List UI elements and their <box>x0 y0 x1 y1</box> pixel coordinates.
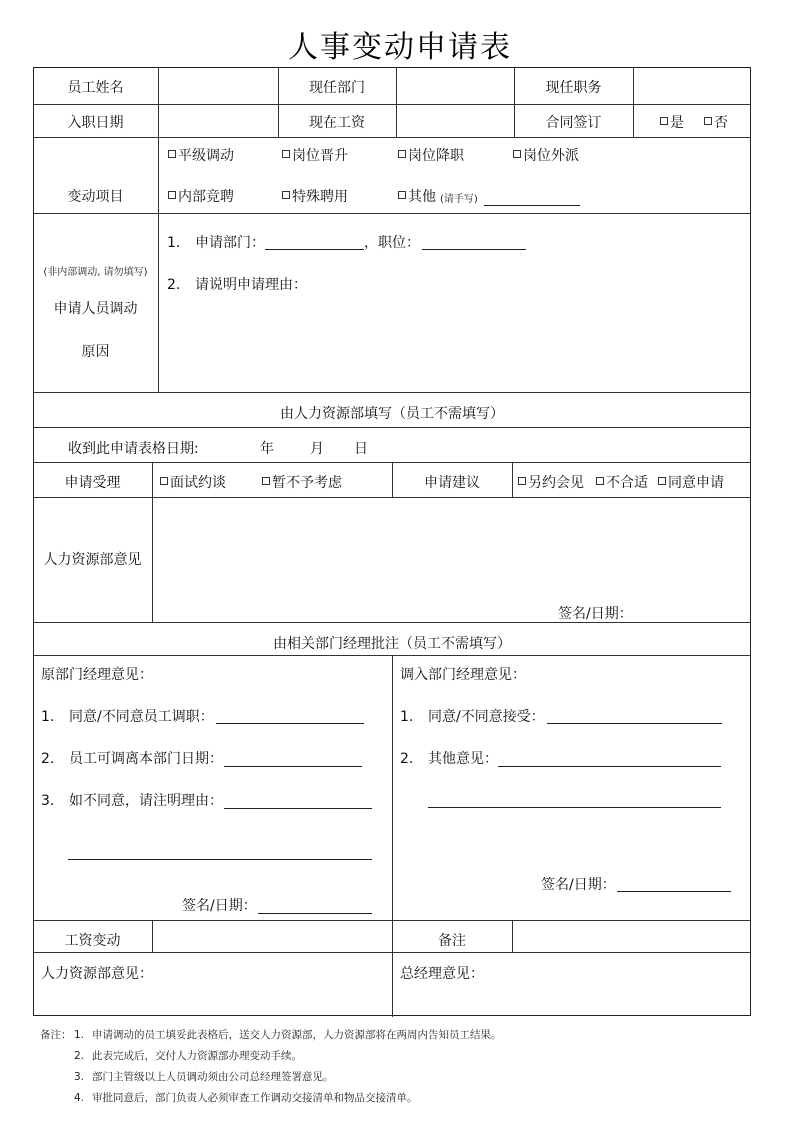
target-approve: 同意/不同意接受： <box>428 709 545 725</box>
hr-sign-date: 签名/日期： <box>558 606 633 622</box>
checkbox-icon <box>282 191 290 199</box>
col-divider <box>512 462 513 497</box>
remark-label: 备注 <box>438 933 466 949</box>
item-number: 3. <box>41 793 55 809</box>
other-blank-line[interactable] <box>484 205 580 206</box>
checkbox-icon <box>160 477 168 485</box>
option-secondment[interactable] <box>513 147 579 165</box>
option-not-considered[interactable] <box>262 474 342 492</box>
note-text: 部门主管级以上人员调动须由公司总经理签署意见。 <box>92 1071 334 1083</box>
join-date-label: 入职日期 <box>67 115 124 131</box>
target-other-opinion: 其他意见： <box>428 751 498 767</box>
current-position-label: 现任职务 <box>545 80 602 96</box>
option-internal-competition[interactable] <box>168 188 234 206</box>
advice-label: 申请建议 <box>424 475 480 491</box>
note-number: 3. <box>74 1071 85 1083</box>
current-salary-field[interactable] <box>398 106 513 136</box>
manager-section-header: 由相关部门经理批注（员工不需填写） <box>273 636 511 652</box>
join-date-field[interactable] <box>160 106 277 136</box>
hr-section-header: 由人力资源部填写（员工不需填写） <box>280 406 504 422</box>
item-number: 1. <box>400 709 414 725</box>
note-text: 申请调动的员工填妥此表格后，送交人力资源部，人力资源部将在两周内告知员工结果。 <box>92 1029 502 1041</box>
orig-reason-blank[interactable] <box>224 808 372 809</box>
item-number: 2. <box>400 751 414 767</box>
checkbox-icon <box>282 150 290 158</box>
col-divider <box>392 655 393 1017</box>
option-label: 平级调动 <box>178 148 234 164</box>
day-label: 日 <box>354 441 368 457</box>
employee-name-field[interactable] <box>160 70 277 102</box>
option-lateral-transfer[interactable] <box>168 147 234 165</box>
col-divider <box>152 462 153 622</box>
current-dept-field[interactable] <box>398 70 513 102</box>
option-label: 不合适 <box>606 475 648 491</box>
row-divider <box>33 213 751 214</box>
row-divider <box>33 104 751 105</box>
option-label: 暂不予考虑 <box>272 475 342 491</box>
notes-prefix: 备注： <box>40 1029 72 1041</box>
orig-disagree-reason: 如不同意，请注明理由： <box>69 793 223 809</box>
option-label: 同意申请 <box>668 475 724 491</box>
checkbox-icon <box>168 150 176 158</box>
option-other[interactable] <box>398 188 436 206</box>
hr-opinion-field[interactable] <box>154 499 750 597</box>
checkbox-icon <box>398 191 406 199</box>
apply-position-label: ，职位： <box>364 235 420 251</box>
option-special-hire[interactable] <box>282 188 348 206</box>
orig-leave-date: 员工可调离本部门日期： <box>69 751 223 767</box>
orig-manager-label: 原部门经理意见： <box>41 667 153 683</box>
contract-yes-checkbox[interactable] <box>660 114 684 132</box>
checkbox-icon <box>596 477 604 485</box>
option-label: 岗位降职 <box>408 148 464 164</box>
change-item-label: 变动项目 <box>67 189 124 205</box>
salary-change-field[interactable] <box>154 922 390 950</box>
note-number: 1. <box>74 1029 85 1041</box>
row-divider <box>33 137 751 138</box>
row-divider <box>33 497 751 498</box>
row-divider <box>33 622 751 623</box>
checkbox-icon <box>168 191 176 199</box>
hr-opinion-label: 人力资源部意见 <box>43 552 142 568</box>
remark-field[interactable] <box>514 922 750 950</box>
target-other-blank[interactable] <box>498 766 721 767</box>
apply-dept-blank[interactable] <box>265 249 364 250</box>
orig-sign-blank[interactable] <box>258 913 372 914</box>
target-manager-label: 调入部门经理意见： <box>400 667 526 683</box>
col-divider <box>512 920 513 952</box>
note-text: 此表完成后，交付人力资源部办理变动手续。 <box>92 1050 302 1062</box>
option-promotion[interactable] <box>282 147 348 165</box>
note-text: 审批同意后，部门负责人必须审查工作调动交接清单和物品交接清单。 <box>92 1092 418 1104</box>
salary-change-label: 工资变动 <box>64 933 121 949</box>
checkbox-icon <box>398 150 406 158</box>
contract-no-checkbox[interactable] <box>704 114 728 132</box>
apply-position-blank[interactable] <box>422 249 526 250</box>
handwrite-note: (请手写) <box>440 194 478 205</box>
non-internal-note: (非内部调动, 请勿填写) <box>43 267 148 278</box>
year-label: 年 <box>260 441 274 457</box>
option-label: 岗位晋升 <box>292 148 348 164</box>
option-label: 是 <box>670 115 684 131</box>
orig-reason-blank-line2[interactable] <box>68 859 372 860</box>
option-approve[interactable] <box>658 474 724 492</box>
month-label: 月 <box>310 441 324 457</box>
reason-label-cont: 原因 <box>81 344 110 360</box>
received-date-label: 收到此申请表格日期: <box>68 441 199 457</box>
accept-label: 申请受理 <box>64 475 121 491</box>
current-salary-label: 现在工资 <box>309 115 365 131</box>
option-label: 内部竞聘 <box>178 189 234 205</box>
target-approve-blank[interactable] <box>547 723 722 724</box>
option-label: 其他 <box>408 189 436 205</box>
note-number: 4. <box>74 1092 85 1104</box>
col-divider <box>158 67 159 392</box>
option-label: 特殊聘用 <box>292 189 348 205</box>
item-number: 1. <box>167 235 181 251</box>
employee-name-label: 员工姓名 <box>67 80 124 96</box>
option-demotion[interactable] <box>398 147 464 165</box>
target-sign-date: 签名/日期： <box>541 877 616 893</box>
option-label: 面试约谈 <box>170 475 226 491</box>
contract-label: 合同签订 <box>545 115 602 131</box>
orig-leave-date-blank[interactable] <box>224 766 362 767</box>
hr-final-opinion-label: 人力资源部意见： <box>41 966 153 982</box>
target-sign-blank[interactable] <box>617 891 731 892</box>
gm-opinion-label: 总经理意见： <box>400 966 484 982</box>
col-divider <box>152 920 153 952</box>
checkbox-icon <box>262 477 270 485</box>
checkbox-icon <box>518 477 526 485</box>
checkbox-icon <box>513 150 521 158</box>
option-label: 否 <box>714 115 728 131</box>
item-number: 1. <box>41 709 55 725</box>
checkbox-icon <box>660 117 668 125</box>
option-label: 岗位外派 <box>523 148 579 164</box>
reason-prompt: 请说明申请理由： <box>195 277 307 293</box>
checkbox-icon <box>704 117 712 125</box>
col-divider <box>396 67 397 137</box>
item-number: 2. <box>167 277 181 293</box>
current-dept-label: 现任部门 <box>309 80 365 96</box>
option-label: 另约会见 <box>528 475 584 491</box>
checkbox-icon <box>658 477 666 485</box>
row-divider <box>33 427 751 428</box>
note-number: 2. <box>74 1050 85 1062</box>
item-number: 2. <box>41 751 55 767</box>
current-position-field[interactable] <box>635 70 749 102</box>
page-title: 人事变动申请表 <box>288 30 512 65</box>
reason-label: 申请人员调动 <box>53 301 138 317</box>
target-other-blank-line2[interactable] <box>428 807 721 808</box>
option-unsuitable[interactable] <box>596 474 648 492</box>
apply-dept-label: 申请部门： <box>195 235 265 251</box>
orig-sign-date: 签名/日期： <box>182 898 257 914</box>
option-interview[interactable] <box>160 474 226 492</box>
col-divider <box>633 67 634 137</box>
orig-approve-transfer: 同意/不同意员工调职： <box>69 709 214 725</box>
orig-approve-blank[interactable] <box>216 723 364 724</box>
row-divider <box>33 392 751 393</box>
option-another-meeting[interactable] <box>518 474 584 492</box>
